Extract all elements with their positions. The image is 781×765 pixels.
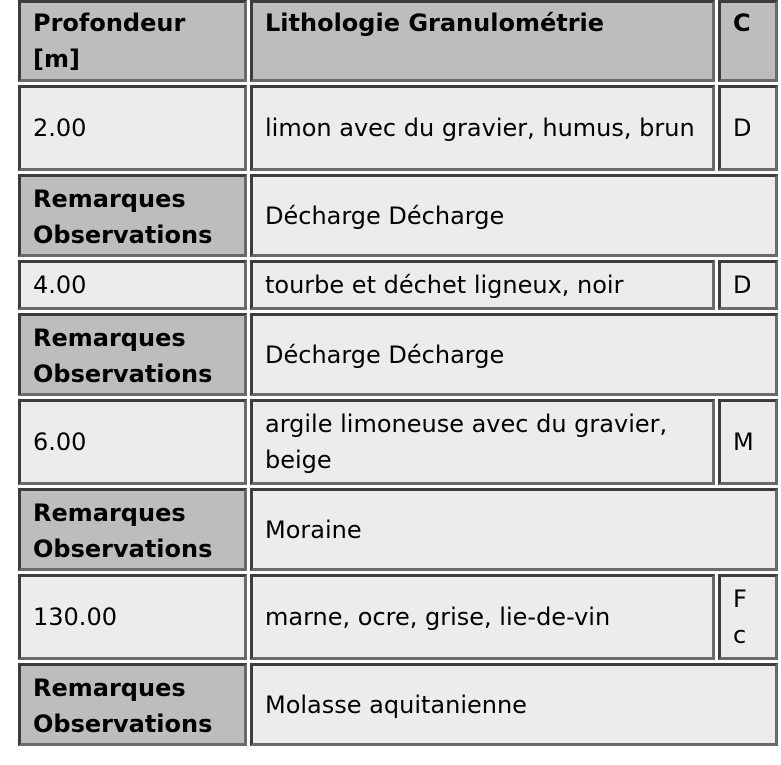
depth-cell: 2.00 bbox=[18, 85, 247, 171]
remark-value: Décharge Décharge bbox=[250, 174, 778, 257]
table-row bbox=[18, 399, 778, 485]
third-cell: F c bbox=[718, 574, 778, 660]
header-row bbox=[18, 0, 778, 82]
remark-row bbox=[18, 488, 778, 571]
remark-label: Remarques Observations bbox=[18, 313, 247, 396]
lithology-cell: tourbe et déchet ligneux, noir bbox=[250, 260, 715, 310]
remark-row bbox=[18, 313, 778, 396]
third-cell: D bbox=[718, 85, 778, 171]
remark-label: Remarques Observations bbox=[18, 174, 247, 257]
remark-row bbox=[18, 663, 778, 746]
borehole-log-table bbox=[15, 0, 781, 749]
lithology-cell: marne, ocre, grise, lie-de-vin bbox=[250, 574, 715, 660]
depth-cell: 4.00 bbox=[18, 260, 247, 310]
remark-value: Décharge Décharge bbox=[250, 313, 778, 396]
third-cell: D bbox=[718, 260, 778, 310]
third-column-header: C bbox=[718, 0, 778, 82]
lithology-cell: argile limoneuse avec du gravier, beige bbox=[250, 399, 715, 485]
remark-label: Remarques Observations bbox=[18, 488, 247, 571]
remark-row bbox=[18, 174, 778, 257]
lithology-column-header: Lithologie Granulométrie bbox=[250, 0, 715, 82]
depth-column-header: Profondeur [m] bbox=[18, 0, 247, 82]
remark-value: Moraine bbox=[250, 488, 778, 571]
remark-value: Molasse aquitanienne bbox=[250, 663, 778, 746]
table-row bbox=[18, 574, 778, 660]
remark-label: Remarques Observations bbox=[18, 663, 247, 746]
lithology-cell: limon avec du gravier, humus, brun bbox=[250, 85, 715, 171]
depth-cell: 130.00 bbox=[18, 574, 247, 660]
table-row bbox=[18, 85, 778, 171]
third-cell: M bbox=[718, 399, 778, 485]
depth-cell: 6.00 bbox=[18, 399, 247, 485]
table-row bbox=[18, 260, 778, 310]
